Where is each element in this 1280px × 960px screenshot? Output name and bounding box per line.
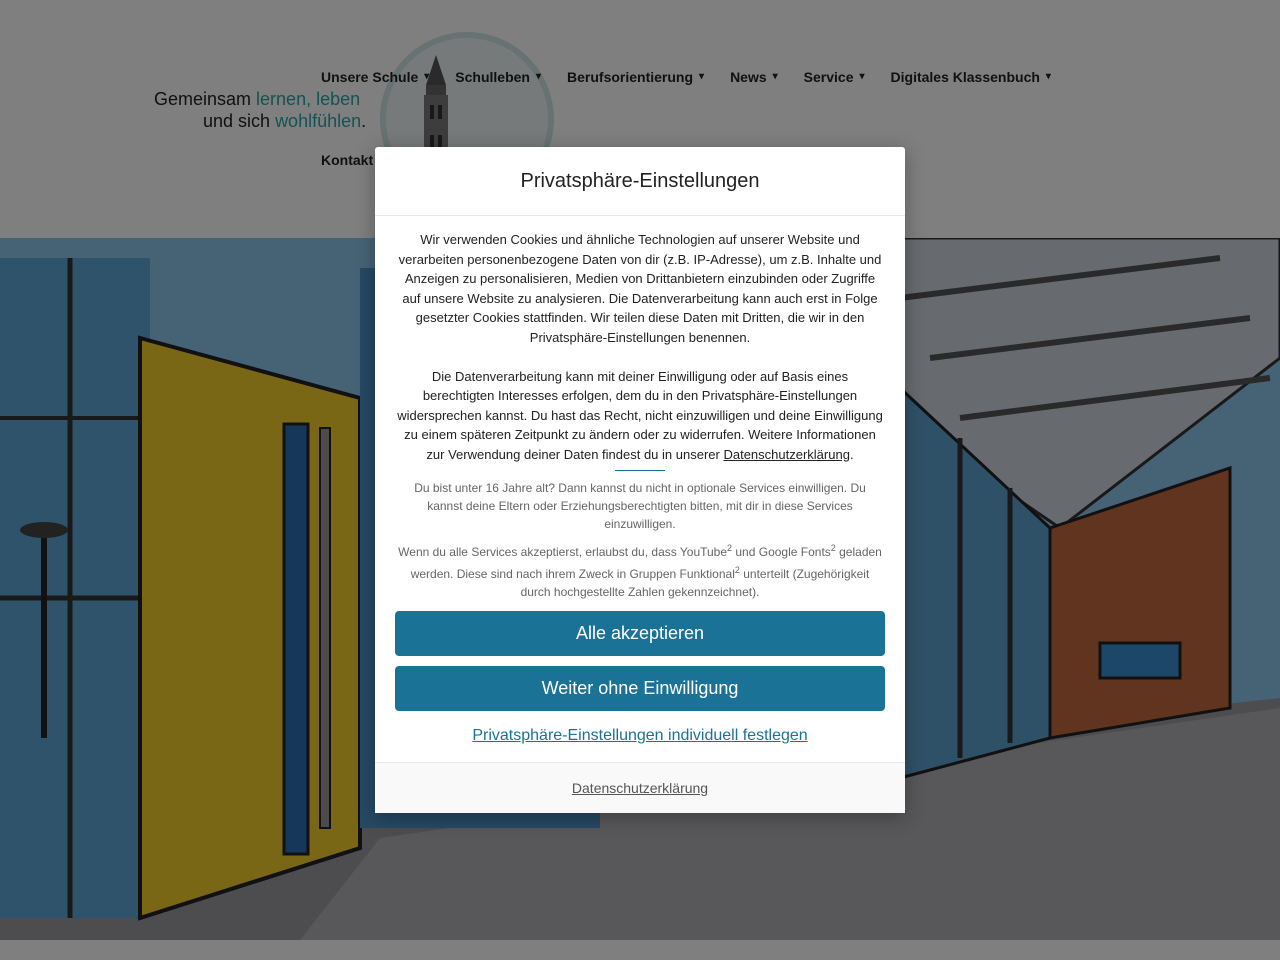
services-notice [395,539,885,601]
age-notice: Du bist unter 16 Jahre alt? Dann kannst du nicht in optionale Services einwilligen. Du kannst deine Eltern oder Erziehungsberechtigten bitten, mit dir in diese Services einzuwilligen. [414,481,866,531]
services-text: geladen werden. Diese sind nach ihrem Zweck in Gruppen Funktional [410,545,882,581]
services-text: unterteilt (Zugehörigkeit durch hochgestellte Zahlen gekennzeichnet). [520,567,870,599]
dialog-title: Privatsphäre-Einstellungen [520,169,760,192]
individual-settings-link[interactable]: Privatsphäre-Einstellungen individuell festlegen [472,727,808,744]
footer-privacy-policy-link[interactable]: Datenschutzerklärung [571,780,709,796]
services-text: und Google Fonts [732,545,831,559]
legal-text-end: . [849,446,854,462]
service-group-number: 2 [734,565,740,575]
dialog-body [375,216,905,745]
privacy-policy-link[interactable]: Datenschutzerklärung [723,446,850,462]
dialog-header [375,147,905,216]
services-text: Wenn du alle Services akzeptierst, erlaubst du, dass YouTube [398,545,728,559]
continue-without-consent-button[interactable]: Weiter ohne Einwilligung [395,666,885,711]
legal-text: Die Datenverarbeitung kann mit deiner Einwilligung oder auf Basis eines berechtigten Interesses erfolgen, dem du in den Privatsphäre-Einstellungen widersprechen kannst. Du hast das Recht, nicht einzuwilligen und deine Einwilligung zu einem späteren Zeitpunkt zu ändern oder zu widerrufen. Weitere Informationen zur Verwendung deiner Daten findest du in unserer [397,368,883,462]
accept-all-button[interactable]: Alle akzeptieren [395,611,885,656]
service-group-number: 2 [727,543,733,553]
privacy-legal-text [395,367,885,465]
privacy-settings-dialog [375,147,905,813]
privacy-intro-text: Wir verwenden Cookies und ähnliche Technologien auf unserer Website und verarbeiten personenbezogene Daten von dir (z.B. IP-Adresse), um z.B. Inhalte und Anzeigen zu personalisieren, Medien von Drittanbietern einzubinden oder Zugriffe auf unsere Website zu analysieren. Die Datenverarbeitung kann auch erst in Folge gesetzter Cookies stattfinden. Wir teilen diese Daten mit Dritten, die wir in den Privatsphäre-Einstellungen benennen. [398,232,882,345]
service-group-number: 2 [830,543,836,553]
divider [615,470,665,471]
dialog-footer [375,762,905,813]
